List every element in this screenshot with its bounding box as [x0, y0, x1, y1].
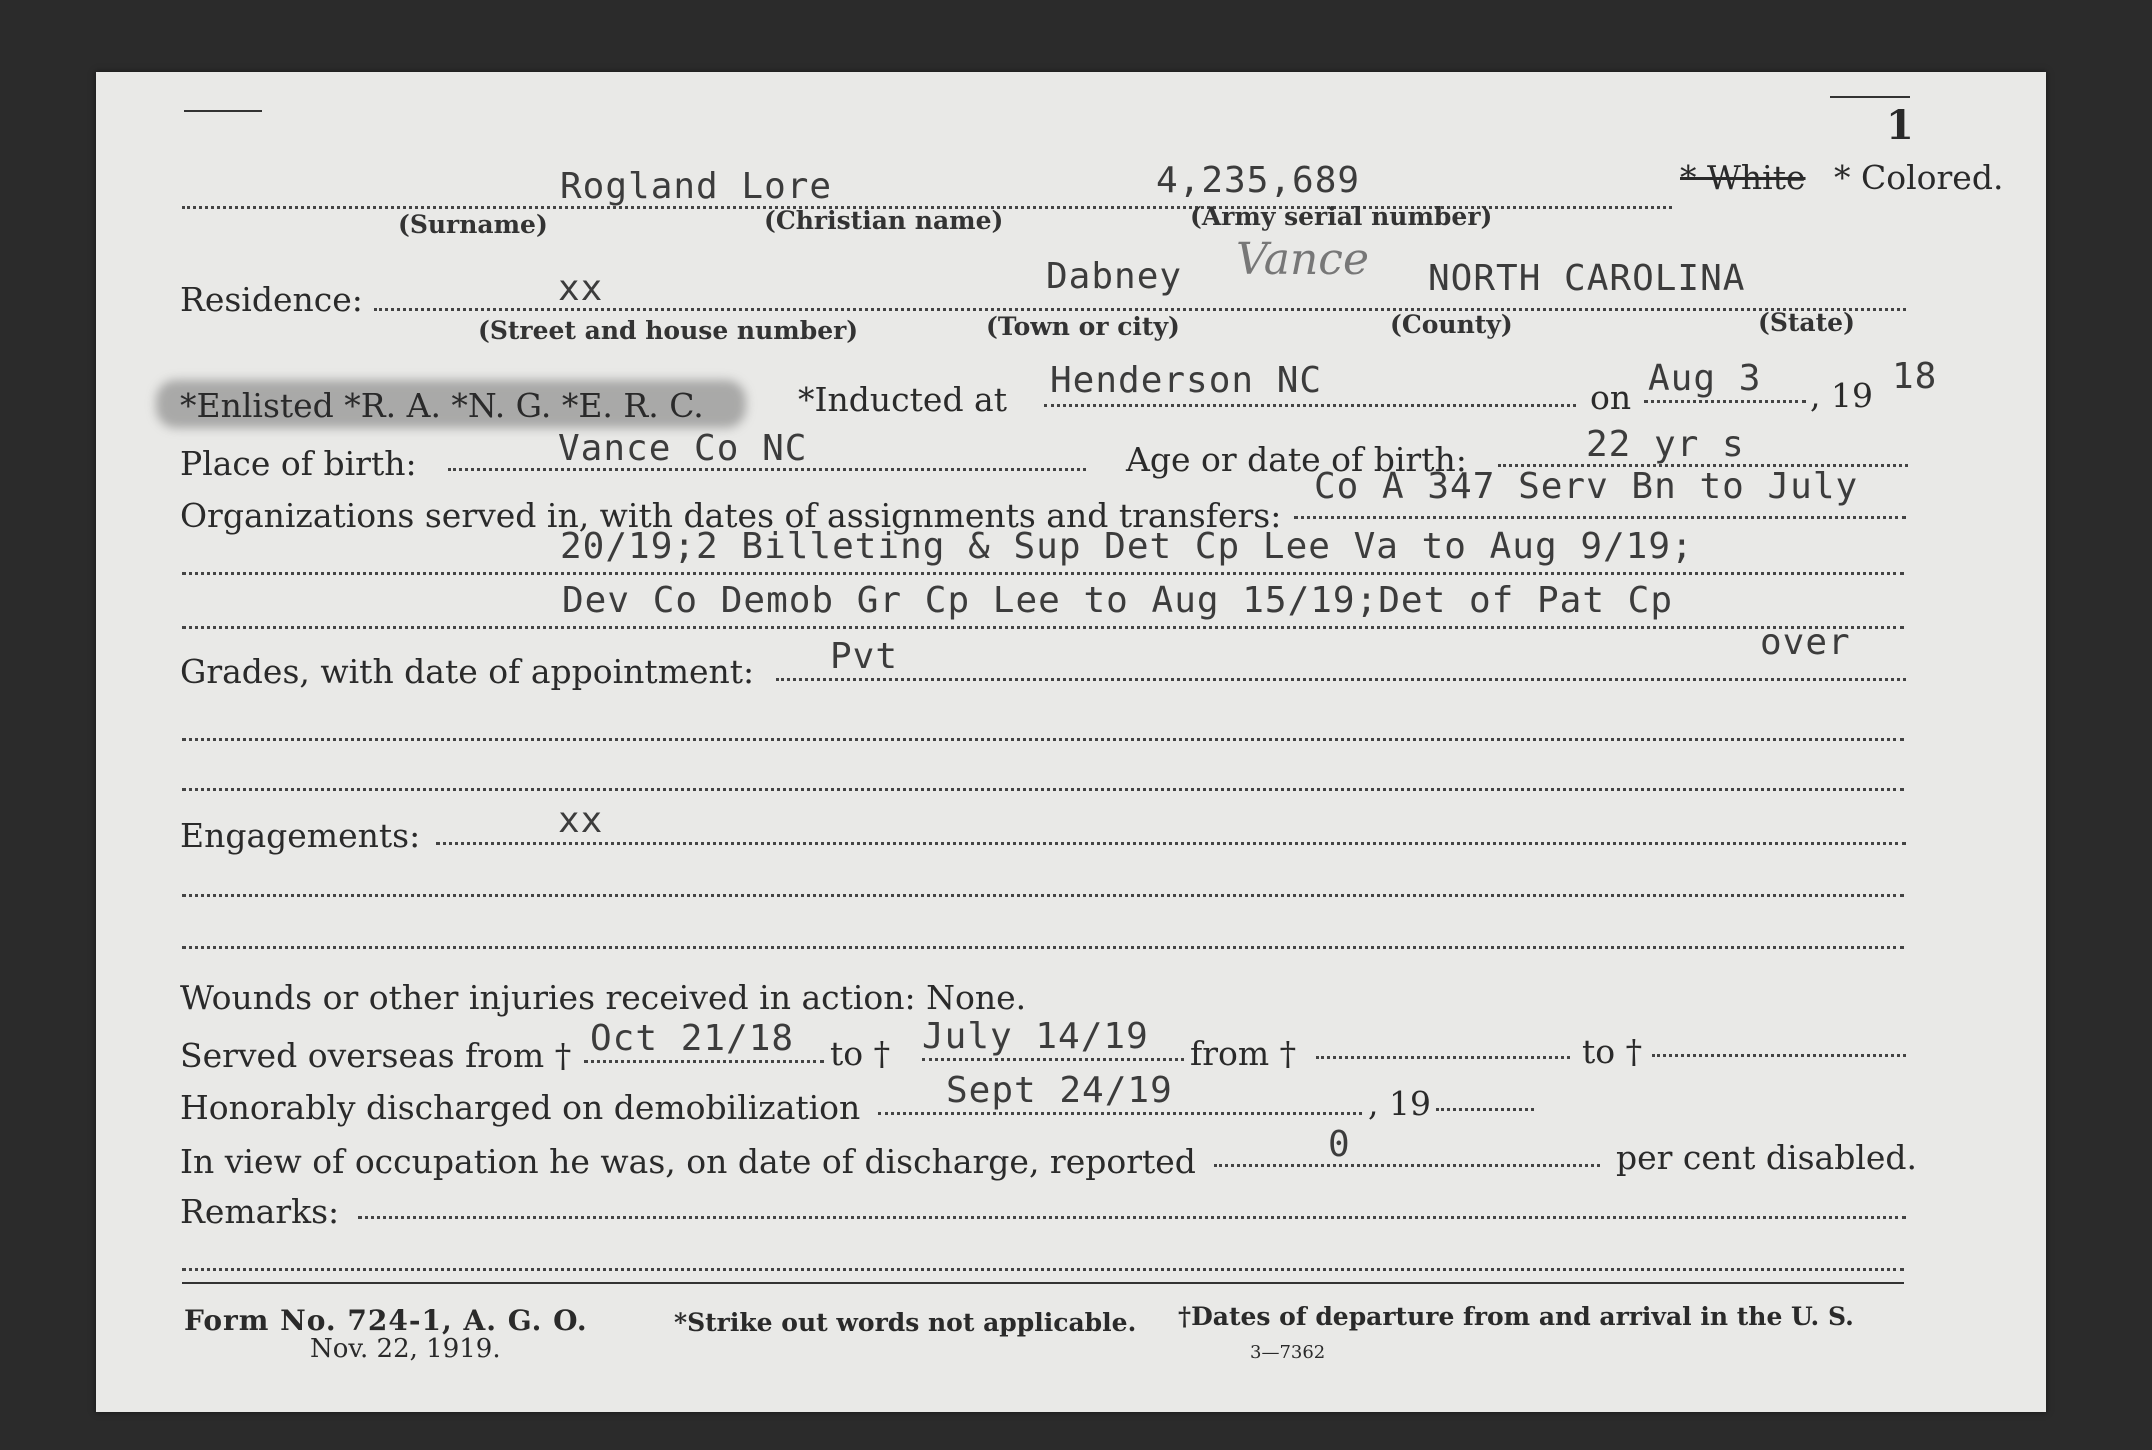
disability-suffix: per cent disabled. — [1616, 1138, 1918, 1177]
residence-dotted-line — [374, 308, 1906, 311]
disability-value: 0 — [1328, 1124, 1351, 1165]
disability-dotted-line — [1214, 1164, 1600, 1167]
birth-place: Vance Co NC — [558, 428, 808, 469]
induction-year: 18 — [1892, 356, 1938, 397]
birth-place-label: Place of birth: — [180, 444, 417, 483]
overseas-to2-dotted-line — [1652, 1054, 1906, 1057]
overseas-from2-dotted-line — [1316, 1056, 1570, 1059]
grades-label: Grades, with date of appointment: — [180, 652, 755, 691]
inducted-dotted-line — [1044, 404, 1576, 407]
remarks-dotted-line — [358, 1216, 1906, 1219]
residence-state: NORTH CAROLINA — [1428, 258, 1746, 299]
print-code: 3—7362 — [1250, 1342, 1326, 1363]
induction-date: Aug 3 — [1648, 358, 1762, 399]
remarks-label: Remarks: — [180, 1192, 340, 1231]
org-dotted-line-1 — [1294, 516, 1906, 519]
overseas-from-date: Oct 21/18 — [590, 1018, 795, 1059]
serial-caption: (Army serial number) — [1190, 202, 1493, 231]
footer-rule — [182, 1282, 1904, 1284]
grades-value: Pvt — [830, 636, 899, 677]
typed-name: Rogland Lore — [560, 166, 833, 207]
discharge-date: Sept 24/19 — [946, 1070, 1173, 1111]
wounds-label: Wounds or other injuries received in action: None. — [180, 978, 1027, 1017]
overseas-to-date: July 14/19 — [922, 1016, 1149, 1057]
county-caption: (County) — [1390, 310, 1513, 339]
org-line-2: 20/19;2 Billeting & Sup Det Cp Lee Va to Aug 9/19; — [560, 526, 1694, 567]
service-record-card — [96, 72, 2046, 1412]
engagements-value: xx — [558, 800, 604, 841]
induction-date-dotted-line — [1644, 400, 1806, 403]
residence-label: Residence: — [180, 280, 363, 319]
form-date: Nov. 22, 1919. — [310, 1334, 501, 1364]
disability-label: In view of occupation he was, on date of discharge, reported — [180, 1142, 1196, 1181]
year-prefix: , 19 — [1810, 376, 1873, 415]
overseas-to2-label: to † — [1582, 1032, 1643, 1071]
serial-number: 4,235,689 — [1156, 160, 1361, 201]
overseas-from2-label: from † — [1190, 1034, 1297, 1073]
residence-street: xx — [558, 268, 604, 309]
discharge-label: Honorably discharged on demobilization — [180, 1088, 861, 1127]
grades-blank-line-1 — [182, 738, 1904, 741]
overseas-to-label: to † — [830, 1034, 891, 1073]
card-number: 1 — [1886, 102, 1914, 149]
overseas-to-dotted-line — [922, 1058, 1184, 1061]
dates-note: †Dates of departure from and arrival in the U. S. — [1178, 1302, 1854, 1331]
race-white: * White — [1680, 158, 1806, 197]
org-line-3: Dev Co Demob Gr Cp Lee to Aug 15/19;Det of Pat Cp — [562, 580, 1674, 621]
state-caption: (State) — [1758, 308, 1855, 337]
town-caption: (Town or city) — [986, 312, 1180, 341]
overseas-label: Served overseas from † — [180, 1036, 572, 1075]
inducted-label: *Inducted at — [798, 380, 1007, 419]
discharge-year-label: , 19 — [1368, 1084, 1431, 1123]
engagements-label: Engagements: — [180, 816, 421, 855]
engagements-blank-line-1 — [182, 894, 1904, 897]
organizations-label: Organizations served in, with dates of assignments and transfers: — [180, 496, 1282, 535]
race-colored: * Colored. — [1834, 158, 2004, 197]
enlisted-label: *Enlisted *R. A. *N. G. *E. R. C. — [180, 386, 704, 425]
top-right-rule — [1830, 96, 1910, 98]
county-handwritten: Vance — [1236, 234, 1369, 285]
grades-dotted-line — [776, 678, 1906, 681]
grades-blank-line-2 — [182, 788, 1904, 791]
engagements-blank-line-2 — [182, 946, 1904, 949]
street-caption: (Street and house number) — [478, 316, 859, 345]
strike-note: *Strike out words not applicable. — [674, 1308, 1137, 1337]
remarks-blank-line — [182, 1268, 1904, 1271]
surname-caption: (Surname) — [398, 210, 548, 239]
engagements-dotted-line — [436, 842, 1906, 845]
christian-name-caption: (Christian name) — [764, 206, 1004, 235]
discharge-dotted-line — [878, 1112, 1362, 1115]
org-dotted-line-2 — [182, 572, 1904, 575]
org-line-1: Co A 347 Serv Bn to July — [1314, 466, 1859, 507]
form-number: Form No. 724-1, A. G. O. — [184, 1304, 588, 1337]
org-over-note: over — [1760, 622, 1851, 663]
discharge-year-dotted-line — [1436, 1108, 1534, 1111]
top-left-rule — [184, 110, 262, 112]
residence-town: Dabney — [1046, 256, 1183, 297]
age-value: 22 yr s — [1586, 424, 1745, 465]
overseas-from-dotted-line — [584, 1060, 824, 1063]
on-label: on — [1590, 378, 1632, 417]
inducted-place: Henderson NC — [1050, 360, 1323, 401]
org-dotted-line-3 — [182, 626, 1904, 629]
age-label: Age or date of birth: — [1126, 440, 1467, 479]
